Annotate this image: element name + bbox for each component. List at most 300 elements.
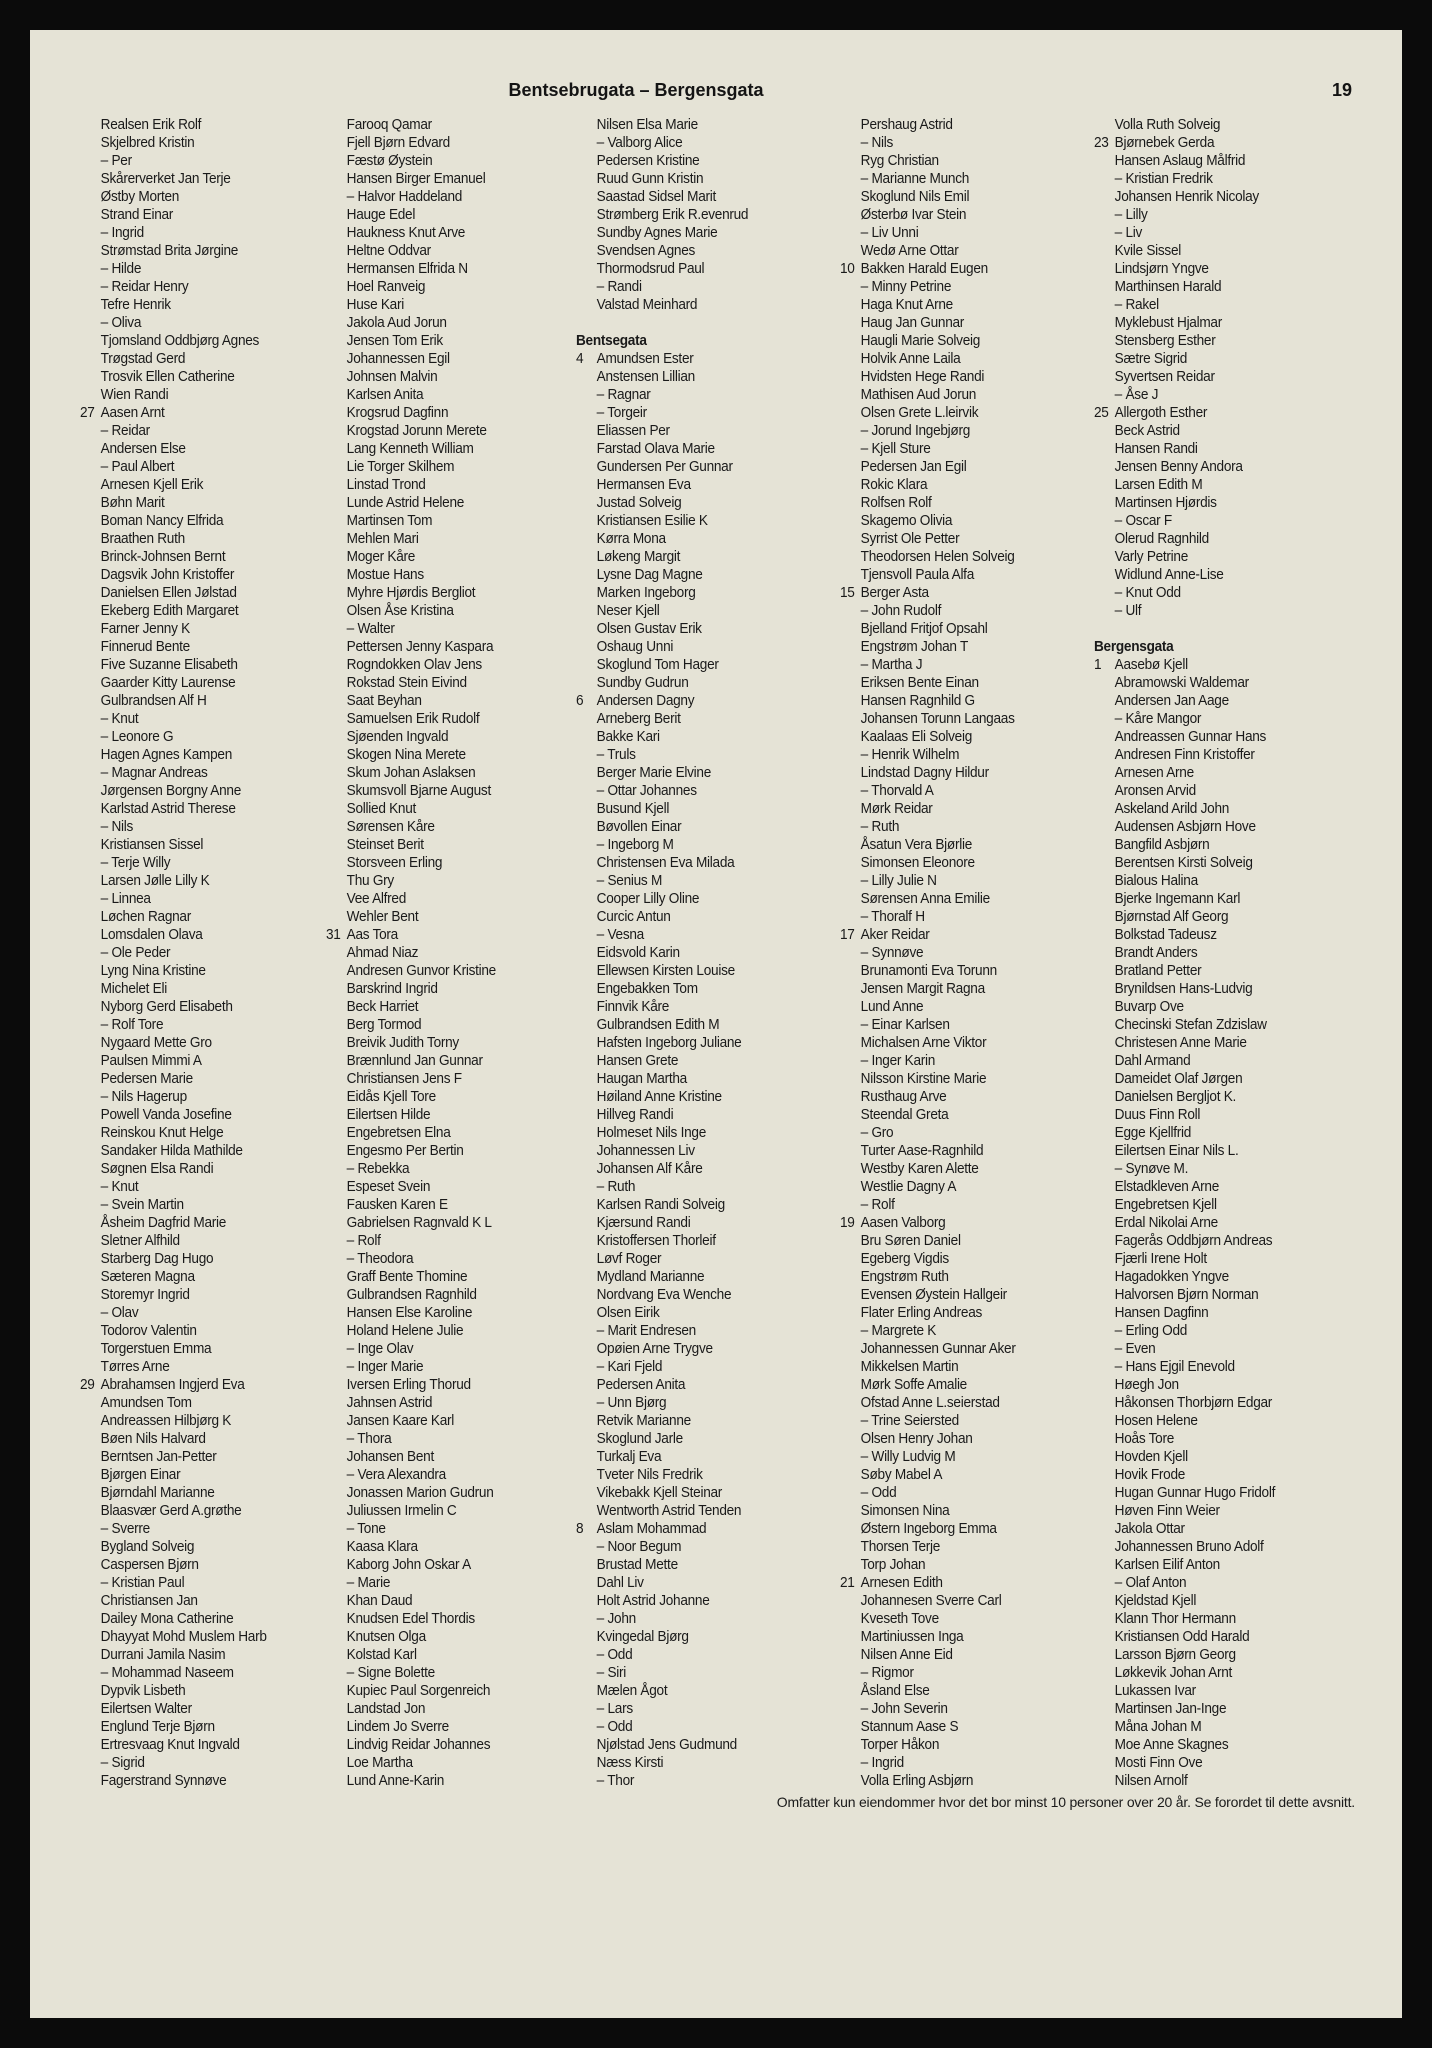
resident-name: Finnvik Kåre <box>596 999 670 1015</box>
resident-entry <box>80 116 317 134</box>
resident-name: Thu Gry <box>346 873 394 889</box>
resident-entry <box>326 800 563 818</box>
resident-name: Englund Terje Bjørn <box>100 1719 215 1735</box>
resident-name: Eilertsen Hilde <box>346 1107 431 1123</box>
resident-entry <box>576 1484 813 1502</box>
resident-entry <box>80 674 317 692</box>
resident-entry <box>840 1070 1077 1088</box>
resident-entry <box>1094 836 1331 854</box>
resident-entry <box>576 854 813 872</box>
resident-name: Kvile Sissel <box>1114 243 1181 259</box>
resident-name: Kaasa Klara <box>346 1539 418 1555</box>
resident-entry <box>1094 1088 1331 1106</box>
resident-entry <box>1094 1574 1331 1592</box>
resident-entry <box>326 224 563 242</box>
resident-name: – Ruth <box>860 819 900 835</box>
resident-entry <box>840 1718 1077 1736</box>
resident-entry <box>1094 1376 1331 1394</box>
resident-name: Brandt Anders <box>1114 945 1198 961</box>
resident-name: – Odd <box>596 1647 633 1663</box>
resident-name: Gabrielsen Ragnvald K L <box>346 1215 492 1231</box>
resident-name: Hauge Edel <box>346 207 416 223</box>
resident-entry <box>576 926 813 944</box>
resident-entry <box>840 1376 1077 1394</box>
resident-name: Bolkstad Tadeusz <box>1114 927 1217 943</box>
resident-entry <box>326 1664 563 1682</box>
resident-entry <box>576 674 813 692</box>
column-4 <box>840 116 1092 1790</box>
resident-name: Mikkelsen Martin <box>860 1359 959 1375</box>
resident-entry <box>840 242 1077 260</box>
resident-entry <box>326 1232 563 1250</box>
resident-name: – Margrete K <box>860 1323 937 1339</box>
resident-name: Gulbrandsen Edith M <box>596 1017 720 1033</box>
resident-name: – Mohammad Naseem <box>100 1665 234 1681</box>
resident-entry <box>840 1088 1077 1106</box>
house-number: 15 <box>840 585 855 601</box>
resident-entry <box>326 1646 563 1664</box>
resident-entry <box>576 962 813 980</box>
resident-entry <box>576 692 813 710</box>
resident-name: Åsatun Vera Bjørlie <box>860 837 972 853</box>
resident-entry <box>576 512 813 530</box>
resident-name: Thormodsrud Paul <box>596 261 705 277</box>
resident-name: – Ragnar <box>596 387 651 403</box>
resident-name: Mehlen Mari <box>346 531 419 547</box>
resident-name: – Thora <box>346 1431 392 1447</box>
resident-name: Eliassen Per <box>596 423 670 439</box>
resident-name: Danielsen Ellen Jølstad <box>100 585 237 601</box>
resident-entry <box>1094 1358 1331 1376</box>
resident-name: Lund Anne-Karin <box>346 1773 444 1789</box>
resident-name: Lomsdalen Olava <box>100 927 203 943</box>
resident-entry <box>1094 1592 1331 1610</box>
resident-entry <box>326 944 563 962</box>
resident-name: Varly Petrine <box>1114 549 1189 565</box>
resident-entry <box>80 638 317 656</box>
resident-entry <box>840 332 1077 350</box>
resident-entry <box>840 638 1077 656</box>
resident-entry <box>840 566 1077 584</box>
resident-entry <box>1094 440 1331 458</box>
resident-name: – Senius M <box>596 873 663 889</box>
resident-name: – Kristian Fredrik <box>1114 171 1213 187</box>
resident-name: Mathisen Aud Jorun <box>860 387 977 403</box>
resident-name: Hansen Birger Emanuel <box>346 171 486 187</box>
resident-name: Khan Daud <box>346 1593 413 1609</box>
resident-entry <box>326 1142 563 1160</box>
resident-name: – Thor <box>596 1773 635 1789</box>
resident-name: Christiansen Jens F <box>346 1071 462 1087</box>
resident-entry <box>1094 1214 1331 1232</box>
resident-entry <box>840 710 1077 728</box>
resident-name: – Torgeir <box>596 405 647 421</box>
resident-name: – Leonore G <box>100 729 174 745</box>
resident-name: – John <box>596 1611 636 1627</box>
resident-name: Anstensen Lillian <box>596 369 695 385</box>
resident-entry <box>1094 170 1331 188</box>
resident-name: Kolstad Karl <box>346 1647 417 1663</box>
resident-entry <box>576 656 813 674</box>
resident-entry <box>576 728 813 746</box>
resident-entry <box>80 1700 317 1718</box>
resident-name: Braathen Ruth <box>100 531 185 547</box>
resident-entry <box>840 1322 1077 1340</box>
resident-name: – Magnar Andreas <box>100 765 208 781</box>
resident-entry <box>576 368 813 386</box>
resident-name: Lindsjørn Yngve <box>1114 261 1209 277</box>
page-header <box>30 80 1402 110</box>
resident-name: – Olaf Anton <box>1114 1575 1187 1591</box>
resident-entry <box>80 1646 317 1664</box>
resident-name: Reinskou Knut Helge <box>100 1125 224 1141</box>
resident-name: Elstadkleven Arne <box>1114 1179 1220 1195</box>
resident-name: Steinset Berit <box>346 837 424 853</box>
resident-entry <box>80 404 317 422</box>
resident-name: Lindstad Dagny Hildur <box>860 765 989 781</box>
resident-name: Andresen Finn Kristoffer <box>1114 747 1255 763</box>
resident-entry <box>840 1340 1077 1358</box>
resident-name: Halvorsen Bjørn Norman <box>1114 1287 1259 1303</box>
resident-entry <box>840 1700 1077 1718</box>
resident-name: – Henrik Wilhelm <box>860 747 960 763</box>
resident-entry <box>840 1736 1077 1754</box>
resident-name: Simonsen Nina <box>860 1503 950 1519</box>
resident-entry <box>1094 224 1331 242</box>
resident-entry <box>80 1574 317 1592</box>
resident-entry <box>80 188 317 206</box>
resident-name: Nygaard Mette Gro <box>100 1035 212 1051</box>
resident-entry <box>326 926 563 944</box>
resident-name: Bjerke Ingemann Karl <box>1114 891 1241 907</box>
resident-name: Ekeberg Edith Margaret <box>100 603 239 619</box>
resident-entry <box>576 1106 813 1124</box>
resident-entry <box>326 296 563 314</box>
resident-name: – Kjell Sture <box>860 441 931 457</box>
resident-name: Aasen Arnt <box>100 405 165 421</box>
resident-name: Myklebust Hjalmar <box>1114 315 1222 331</box>
resident-entry <box>80 566 317 584</box>
resident-entry <box>576 1250 813 1268</box>
resident-entry <box>80 206 317 224</box>
resident-name: Tjensvoll Paula Alfa <box>860 567 974 583</box>
resident-name: Askeland Arild John <box>1114 801 1230 817</box>
resident-name: Wedø Arne Ottar <box>860 243 959 259</box>
house-number: 25 <box>1094 405 1109 421</box>
resident-name: Starberg Dag Hugo <box>100 1251 214 1267</box>
resident-entry <box>326 1466 563 1484</box>
resident-name: Buvarp Ove <box>1114 999 1184 1015</box>
resident-name: Wehler Bent <box>346 909 419 925</box>
resident-name: Aasen Valborg <box>860 1215 946 1231</box>
resident-entry <box>1094 116 1331 134</box>
resident-name: Haugan Martha <box>596 1071 687 1087</box>
resident-entry <box>1094 188 1331 206</box>
resident-entry <box>576 242 813 260</box>
resident-name: – Siri <box>596 1665 627 1681</box>
resident-name: Skoglund Tom Hager <box>596 657 719 673</box>
resident-entry <box>840 800 1077 818</box>
resident-entry <box>326 476 563 494</box>
resident-entry <box>840 1016 1077 1034</box>
resident-entry <box>840 872 1077 890</box>
resident-entry <box>1094 152 1331 170</box>
resident-name: Engebretsen Elna <box>346 1125 451 1141</box>
resident-name: – Randi <box>596 279 642 295</box>
resident-entry <box>80 350 317 368</box>
resident-entry <box>80 476 317 494</box>
resident-entry <box>1094 1196 1331 1214</box>
resident-entry <box>576 1340 813 1358</box>
resident-name: Kristiansen Sissel <box>100 837 204 853</box>
resident-name: Mælen Ågot <box>596 1683 668 1699</box>
resident-name: Skårerverket Jan Terje <box>100 171 231 187</box>
resident-name: Duus Finn Roll <box>1114 1107 1201 1123</box>
resident-entry <box>576 602 813 620</box>
resident-entry <box>326 1772 563 1790</box>
resident-entry <box>576 1304 813 1322</box>
resident-name: Skagemo Olivia <box>860 513 953 529</box>
resident-name: – John Severin <box>860 1701 948 1717</box>
resident-name: Johansen Torunn Langaas <box>860 711 1015 727</box>
resident-name: Trøgstad Gerd <box>100 351 186 367</box>
resident-entry <box>326 1286 563 1304</box>
resident-name: Rusthaug Arve <box>860 1089 947 1105</box>
resident-entry <box>1094 1484 1331 1502</box>
resident-name: Barskrind Ingrid <box>346 981 438 997</box>
resident-name: Sæteren Magna <box>100 1269 195 1285</box>
resident-entry <box>326 620 563 638</box>
resident-entry <box>840 1034 1077 1052</box>
resident-entry <box>840 962 1077 980</box>
resident-name: Realsen Erik Rolf <box>100 117 202 133</box>
resident-name: Løvf Roger <box>596 1251 662 1267</box>
resident-entry <box>1094 332 1331 350</box>
resident-entry <box>576 1556 813 1574</box>
resident-name: Fagerstrand Synnøve <box>100 1773 227 1789</box>
resident-entry <box>326 1304 563 1322</box>
resident-entry <box>576 818 813 836</box>
resident-name: Trosvik Ellen Catherine <box>100 369 235 385</box>
resident-entry <box>1094 1700 1331 1718</box>
resident-entry <box>80 1502 317 1520</box>
resident-entry <box>80 1538 317 1556</box>
resident-entry <box>80 332 317 350</box>
resident-entry <box>326 764 563 782</box>
resident-name: Hansen Dagfinn <box>1114 1305 1209 1321</box>
resident-name: – Halvor Haddeland <box>346 189 463 205</box>
resident-name: – Hans Ejgil Enevold <box>1114 1359 1235 1375</box>
resident-name: Larsson Bjørn Georg <box>1114 1647 1236 1663</box>
resident-name: Valstad Meinhard <box>596 297 698 313</box>
resident-name: – Kristian Paul <box>100 1575 185 1591</box>
resident-name: Engstrøm Johan T <box>860 639 969 655</box>
resident-name: Krogsrud Dagfinn <box>346 405 449 421</box>
resident-name: Jensen Benny Andora <box>1114 459 1243 475</box>
resident-name: Andersen Else <box>100 441 186 457</box>
resident-entry <box>80 1484 317 1502</box>
house-number: 23 <box>1094 135 1109 151</box>
resident-name: Johansen Bent <box>346 1449 434 1465</box>
resident-name: – Lars <box>596 1701 633 1717</box>
resident-entry <box>576 1592 813 1610</box>
resident-name: Stannum Aase S <box>860 1719 959 1735</box>
resident-name: Martinsen Tom <box>346 513 433 529</box>
resident-entry <box>326 1736 563 1754</box>
resident-entry <box>840 224 1077 242</box>
resident-entry <box>576 638 813 656</box>
resident-entry <box>1094 1304 1331 1322</box>
resident-entry <box>1094 890 1331 908</box>
resident-entry <box>840 980 1077 998</box>
resident-entry <box>840 1304 1077 1322</box>
resident-entry <box>576 458 813 476</box>
resident-name: Pedersen Marie <box>100 1071 193 1087</box>
resident-name: Volla Erling Asbjørn <box>860 1773 974 1789</box>
resident-name: Fagerås Oddbjørn Andreas <box>1114 1233 1273 1249</box>
resident-name: Jonassen Marion Gudrun <box>346 1485 494 1501</box>
resident-entry <box>576 1376 813 1394</box>
resident-entry <box>1094 1628 1331 1646</box>
resident-name: Brunamonti Eva Torunn <box>860 963 997 979</box>
column-5 <box>1094 116 1346 1790</box>
resident-entry <box>80 1592 317 1610</box>
resident-name: Østby Morten <box>100 189 180 205</box>
resident-name: Bakken Harald Eugen <box>860 261 988 277</box>
resident-entry <box>1094 1538 1331 1556</box>
resident-entry <box>576 530 813 548</box>
resident-name: Sundby Gudrun <box>596 675 689 691</box>
resident-entry <box>1094 278 1331 296</box>
resident-name: – Thoralf H <box>860 909 925 925</box>
resident-entry <box>1094 1772 1331 1790</box>
resident-name: Lukassen Ivar <box>1114 1683 1196 1699</box>
resident-name: Busund Kjell <box>596 801 670 817</box>
resident-name: Audensen Asbjørn Hove <box>1114 819 1256 835</box>
resident-name: Holmeset Nils Inge <box>596 1125 706 1141</box>
resident-entry <box>576 1538 813 1556</box>
resident-entry <box>1094 926 1331 944</box>
resident-name: Johannessen Gunnar Aker <box>860 1341 1016 1357</box>
resident-entry <box>576 782 813 800</box>
resident-entry <box>1094 1268 1331 1286</box>
house-number: 1 <box>1094 657 1102 673</box>
resident-name: Bru Søren Daniel <box>860 1233 961 1249</box>
resident-entry <box>576 620 813 638</box>
column-3 <box>576 116 828 1790</box>
resident-entry <box>326 638 563 656</box>
resident-name: Kaborg John Oskar A <box>346 1557 471 1573</box>
resident-entry <box>840 584 1077 602</box>
resident-entry <box>1094 386 1331 404</box>
resident-entry <box>1094 1232 1331 1250</box>
house-number: 4 <box>576 351 584 367</box>
resident-entry <box>840 764 1077 782</box>
resident-entry <box>576 404 813 422</box>
resident-entry <box>840 494 1077 512</box>
resident-name: Haugli Marie Solveig <box>860 333 981 349</box>
resident-entry <box>326 962 563 980</box>
resident-name: – Rebekka <box>346 1161 410 1177</box>
resident-name: Opøien Arne Trygve <box>596 1341 713 1357</box>
resident-name: Ruud Gunn Kristin <box>596 171 704 187</box>
resident-entry <box>80 1160 317 1178</box>
resident-entry <box>840 476 1077 494</box>
resident-name: – Nils <box>860 135 894 151</box>
resident-name: Rogndokken Olav Jens <box>346 657 482 673</box>
resident-name: – Åse J <box>1114 387 1159 403</box>
resident-entry <box>80 602 317 620</box>
resident-name: Turter Aase-Ragnhild <box>860 1143 984 1159</box>
resident-name: Aker Reidar <box>860 927 930 943</box>
resident-entry <box>1094 584 1331 602</box>
resident-name: – Truls <box>596 747 636 763</box>
resident-entry <box>326 206 563 224</box>
resident-entry <box>326 1682 563 1700</box>
resident-entry <box>840 1430 1077 1448</box>
resident-name: Kveseth Tove <box>860 1611 939 1627</box>
resident-entry <box>326 692 563 710</box>
resident-entry <box>326 656 563 674</box>
resident-entry <box>1094 296 1331 314</box>
resident-entry <box>326 890 563 908</box>
resident-name: – John Rudolf <box>860 603 942 619</box>
resident-name: – Valborg Alice <box>596 135 683 151</box>
resident-name: – Marie <box>346 1575 391 1591</box>
resident-entry <box>326 152 563 170</box>
resident-entry <box>1094 404 1331 422</box>
resident-name: – Linnea <box>100 891 151 907</box>
resident-entry <box>1094 674 1331 692</box>
resident-entry <box>80 908 317 926</box>
resident-name: – Ingeborg M <box>596 837 674 853</box>
resident-entry <box>576 1268 813 1286</box>
resident-entry <box>80 1178 317 1196</box>
resident-entry <box>840 998 1077 1016</box>
resident-name: Østerbø Ivar Stein <box>860 207 967 223</box>
resident-name: Larsen Edith M <box>1114 477 1203 493</box>
resident-entry <box>1094 1394 1331 1412</box>
resident-name: – Odd <box>596 1719 633 1735</box>
resident-name: Engesmo Per Bertin <box>346 1143 464 1159</box>
resident-name: Berger Marie Elvine <box>596 765 712 781</box>
resident-entry <box>1094 134 1331 152</box>
resident-name: Hansen Ragnhild G <box>860 693 975 709</box>
resident-entry <box>840 350 1077 368</box>
resident-entry <box>80 260 317 278</box>
resident-entry <box>1094 260 1331 278</box>
resident-name: Tjomsland Oddbjørg Agnes <box>100 333 260 349</box>
resident-name: Hosen Helene <box>1114 1413 1198 1429</box>
resident-entry <box>840 1052 1077 1070</box>
resident-entry <box>80 548 317 566</box>
resident-name: Hoås Tore <box>1114 1431 1175 1447</box>
resident-entry <box>326 458 563 476</box>
resident-name: Løkkevik Johan Arnt <box>1114 1665 1233 1681</box>
resident-name: Engebakken Tom <box>596 981 698 997</box>
resident-entry <box>840 1466 1077 1484</box>
resident-name: Bjelland Fritjof Opsahl <box>860 621 988 637</box>
resident-entry <box>1094 1520 1331 1538</box>
resident-name: Høiland Anne Kristine <box>596 1089 722 1105</box>
resident-entry <box>576 1610 813 1628</box>
resident-entry <box>80 1214 317 1232</box>
resident-name: – Ruth <box>596 1179 636 1195</box>
resident-entry <box>80 1466 317 1484</box>
resident-name: Søby Mabel A <box>860 1467 943 1483</box>
resident-name: Andersen Jan Aage <box>1114 693 1229 709</box>
resident-entry <box>1094 1682 1331 1700</box>
